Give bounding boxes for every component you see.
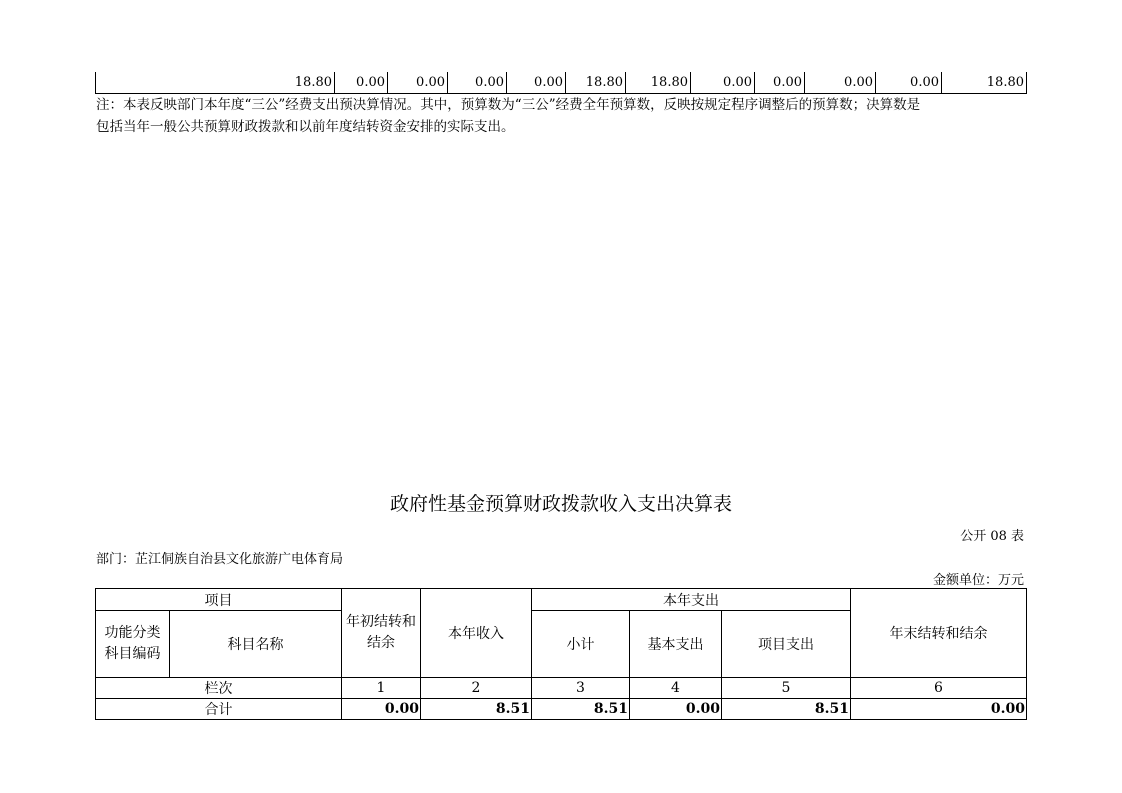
cell-value: 0.00 xyxy=(875,72,941,93)
cell-value: 0.00 xyxy=(690,72,754,93)
header-end-balance: 年末结转和结余 xyxy=(851,589,1027,678)
header-begin-balance xyxy=(342,589,421,678)
column-index: 2 xyxy=(421,678,532,699)
column-index: 4 xyxy=(630,678,722,699)
header-basic: 基本支出 xyxy=(630,611,722,678)
header-code-text: 功能分类科目编码 xyxy=(104,625,161,662)
table-number: 公开 08 表 xyxy=(960,529,1024,544)
total-end-balance: 0.00 xyxy=(851,699,1027,720)
cell-value: 0.00 xyxy=(447,72,506,93)
department-label: 部门：芷江侗族自治县文化旅游广电体育局 xyxy=(96,552,344,567)
note-line-2: 包括当年一般公共预算财政拨款和以前年度结转资金安排的实际支出。 xyxy=(96,119,515,135)
column-index: 3 xyxy=(532,678,630,699)
total-income: 8.51 xyxy=(421,699,532,720)
total-row xyxy=(96,699,1027,720)
header-row-1 xyxy=(96,589,1027,611)
header-code xyxy=(96,611,170,678)
cell-value: 0.00 xyxy=(804,72,875,93)
total-begin-balance: 0.00 xyxy=(342,699,421,720)
total-project-expense: 8.51 xyxy=(722,699,851,720)
previous-table-last-row xyxy=(95,72,1027,94)
cell-value: 18.80 xyxy=(95,72,334,93)
header-subtotal: 小计 xyxy=(532,611,630,678)
cell-value: 18.80 xyxy=(941,72,1027,93)
column-index: 6 xyxy=(851,678,1027,699)
cell-value: 0.00 xyxy=(506,72,565,93)
total-basic: 0.00 xyxy=(630,699,722,720)
page-title: 政府性基金预算财政拨款收入支出决算表 xyxy=(389,493,732,515)
header-expense-group: 本年支出 xyxy=(532,589,851,611)
cell-value: 18.80 xyxy=(565,72,625,93)
total-subtotal: 8.51 xyxy=(532,699,630,720)
column-index: 5 xyxy=(722,678,851,699)
header-begin-balance-text: 年初结转和结余 xyxy=(346,614,416,651)
header-project-expense: 项目支出 xyxy=(722,611,851,678)
cell-value: 18.80 xyxy=(625,72,690,93)
header-name: 科目名称 xyxy=(170,611,342,678)
cell-value: 0.00 xyxy=(754,72,804,93)
column-index-label: 栏次 xyxy=(96,678,342,699)
column-index-row xyxy=(96,678,1027,699)
cell-value: 0.00 xyxy=(387,72,447,93)
total-label: 合计 xyxy=(96,699,342,720)
note-line-1: 注：本表反映部门本年度“三公”经费支出预决算情况。其中，预算数为“三公”经费全年预算数，反映按规定程序调整后的预算数；决算数是 xyxy=(96,97,921,113)
column-index: 1 xyxy=(342,678,421,699)
cell-value: 0.00 xyxy=(334,72,387,93)
header-income: 本年收入 xyxy=(421,589,532,678)
unit-label: 金额单位：万元 xyxy=(932,573,1024,588)
fund-table xyxy=(95,588,1027,720)
header-project: 项目 xyxy=(96,589,342,611)
